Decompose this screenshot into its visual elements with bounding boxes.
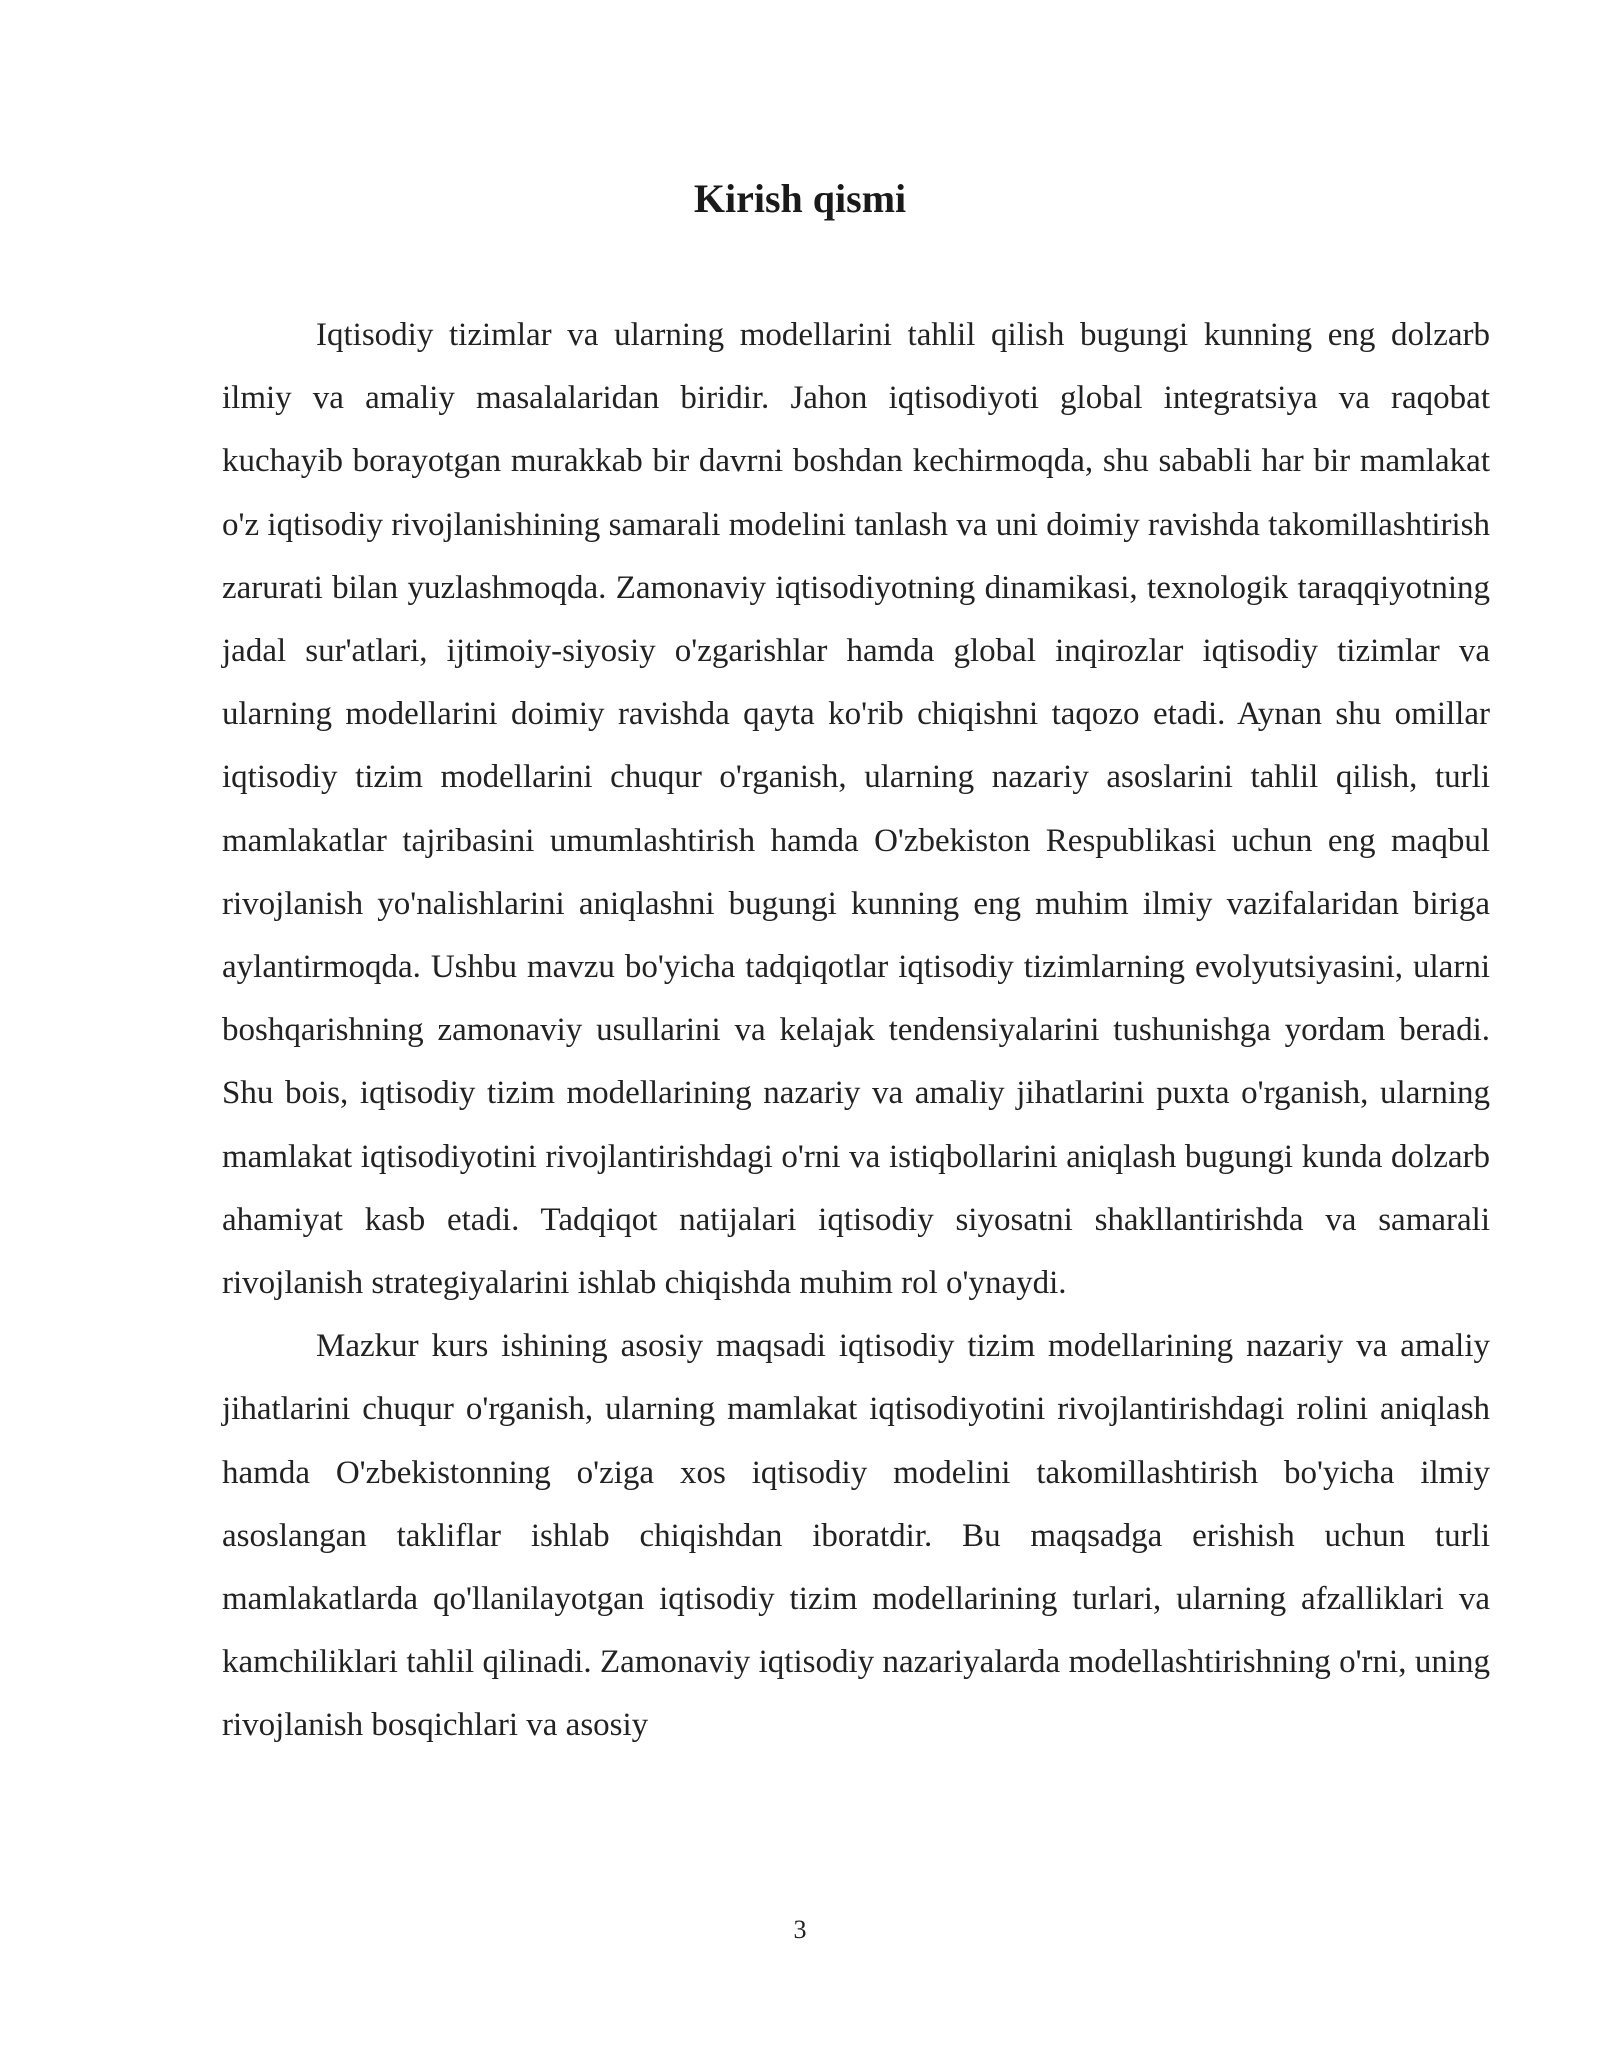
- paragraph-2: Mazkur kurs ishining asosiy maqsadi iqtisodiy tizim modellarining nazariy va amaliy jihatlarini chuqur o'rganish, ularning mamlakat iqtisodiyotini rivojlantirishdagi rolini aniqlash hamda O'zbekistonning o'ziga xos iqtisodiy modelini takomillashtirish bo'yicha ilmiy asoslangan takliflar ishlab chiqishdan iboratdir. Bu maqsadga erishish uchun turli mamlakatlarda qo'llanilayotgan iqtisodiy tizim modellarining turlari, ularning afzalliklari va kamchiliklari tahlil qilinadi. Zamonaviy iqtisodiy nazariyalarda modellashtirishning o'rni, uning rivojlanish bosqichlari va asosiy: [222, 1328, 1490, 1744]
- section-title: Kirish qismi: [693, 175, 907, 221]
- page-number: 3: [793, 1915, 807, 1944]
- paragraph-1: Iqtisodiy tizimlar va ularning modellarini tahlil qilish bugungi kunning eng dolzarb ilmiy va amaliy masalalaridan biridir. Jahon iqtisodiyoti global integratsiya va raqobat kuchayib borayotgan murakkab bir davrni boshdan kechirmoqda, shu sababli har bir mamlakat o'z iqtisodiy rivojlanishining samarali modelini tanlash va uni doimiy ravishda takomillashtirish zarurati bilan yuzlashmoqda. Zamonaviy iqtisodiyotning dinamikasi, texnologik taraqqiyotning jadal sur'atlari, ijtimoiy-siyosiy o'zgarishlar hamda global inqirozlar iqtisodiy tizimlar va ularning modellarini doimiy ravishda qayta ko'rib chiqishni taqozo etadi. Aynan shu omillar iqtisodiy tizim modellarini chuqur o'rganish, ularning nazariy asoslarini tahlil qilish, turli mamlakatlar tajribasini umumlashtirish hamda O'zbekiston Respublikasi uchun eng maqbul rivojlanish yo'nalishlarini aniqlashni bugungi kunning eng muhim ilmiy vazifalaridan biriga aylantirmoqda. Ushbu mavzu bo'yicha tadqiqotlar iqtisodiy tizimlarning evolyutsiyasini, ularni boshqarishning zamonaviy usullarini va kelajak tendensiyalarini tushunishga yordam beradi. Shu bois, iqtisodiy tizim modellarining nazariy va amaliy jihatlarini puxta o'rganish, ularning mamlakat iqtisodiyotini rivojlantirishdagi o'rni va istiqbollarini aniqlash bugungi kunda dolzarb ahamiyat kasb etadi. Tadqiqot natijalari iqtisodiy siyosatni shakllantirishda va samarali rivojlanish strategiyalarini ishlab chiqishda muhim rol o'ynaydi.: [222, 317, 1490, 1302]
- body-text: [222, 304, 1490, 1758]
